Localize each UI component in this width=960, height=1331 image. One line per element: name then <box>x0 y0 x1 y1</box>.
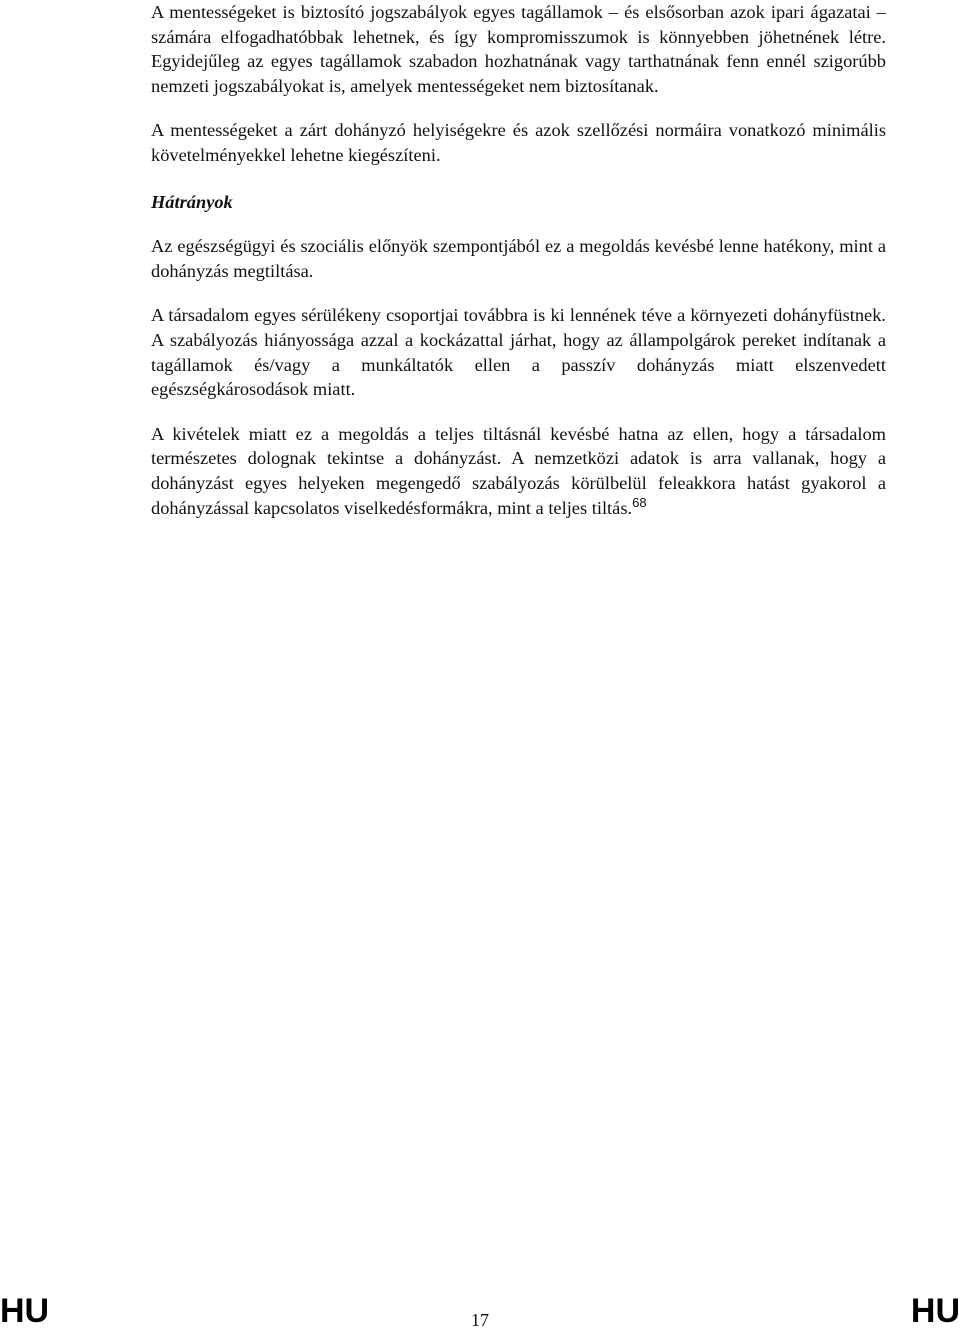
paragraph: Az egészségügyi és szociális előnyök szempontjából ez a megoldás kevésbé lenne hatékony, mint a dohányzás megtiltása. <box>151 236 886 281</box>
footer-language-code-left: HU <box>0 1292 50 1330</box>
footer-language-code-right: HU <box>910 1292 960 1330</box>
section-heading: Hátrányok <box>151 191 233 212</box>
footnote-reference[interactable]: 68 <box>632 494 647 510</box>
paragraph-with-footnote <box>151 422 886 520</box>
paragraph-text: A kivételek miatt ez a megoldás a teljes tiltásnál kevésbé hatna az ellen, hogy a társadalom természetes dolognak tekintse a dohányzást. A nemzetközi adatok is arra vallanak, hogy a dohányzást egyes helyeken megengedő szabályozás körülbelül feleakkora hatást gyakorol a dohányzással kapcsolatos viselkedésformákra, mint a teljes tiltás. <box>151 423 886 518</box>
paragraph: A társadalom egyes sérülékeny csoportjai továbbra is ki lennének téve a környezeti dohányfüstnek. A szabályozás hiányossága azzal a kockázattal járhat, hogy az állampolgárok pereket indítanak a tagállamok és/vagy a munkáltatók ellen a passzív dohányzás miatt elszenvedett egészségkárosodások miatt. <box>151 305 886 400</box>
paragraph: A mentességeket is biztosító jogszabályok egyes tagállamok – és elsősorban azok ipari ágazatai – számára elfogadhatóbbak lehetnek, és így kompromisszumok is könnyebben jöhetnének létre. Egyidejűleg az egyes tagállamok szabadon hozhatnának vagy tarthatnának fenn ennél szigorúbb nemzeti jogszabályokat is, amelyek mentességeket nem biztosítanak. <box>151 2 886 96</box>
paragraph: A mentességeket a zárt dohányzó helyiségekre és azok szellőzési normáira vonatkozó minimális követelményekkel lehetne kiegészíteni. <box>151 120 886 165</box>
document-body <box>151 0 886 520</box>
page-number: 17 <box>471 1310 489 1330</box>
